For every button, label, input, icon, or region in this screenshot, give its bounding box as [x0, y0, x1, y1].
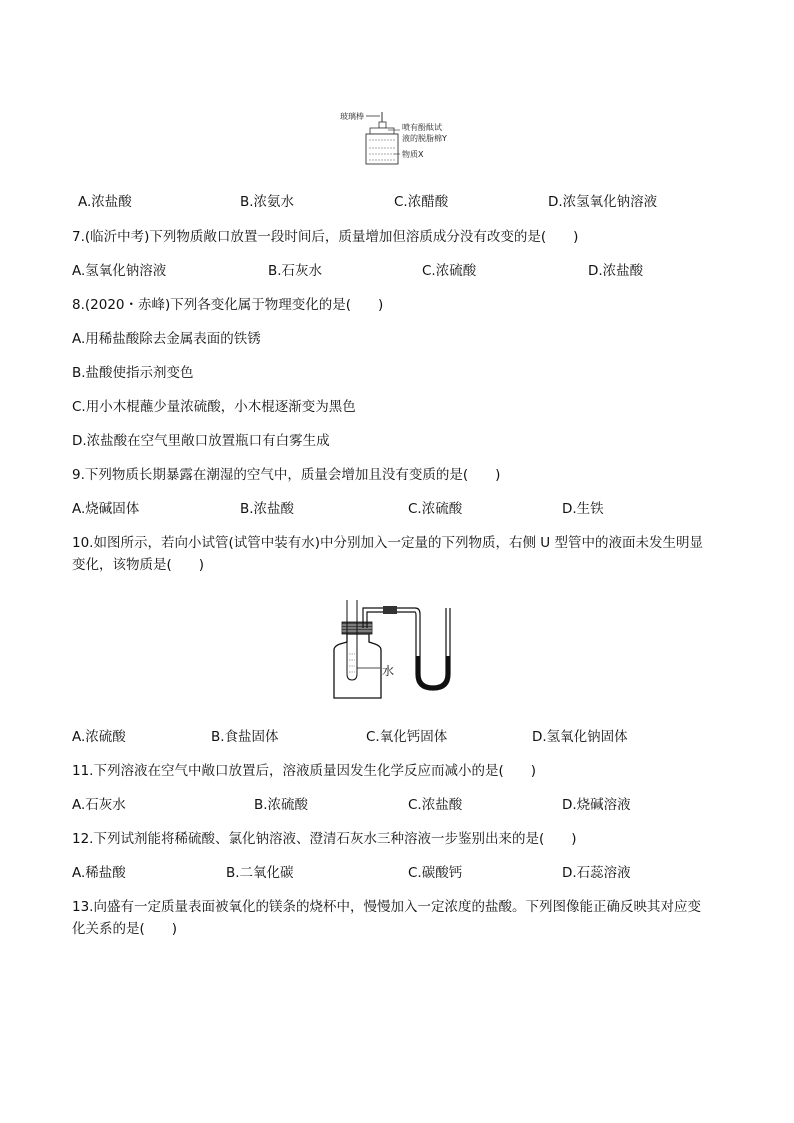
q10-stem-line1: 10.如图所示，若向小试管(试管中装有水)中分别加入一定量的下列物质，右侧 U 型管中的液面未发生明显 — [72, 535, 703, 551]
q11-option-b: B.浓硫酸 — [254, 797, 309, 813]
label-x: 物质X — [402, 150, 424, 159]
label-y-line1: 喷有酚酞试 — [402, 123, 442, 132]
q10-option-a: A.浓硫酸 — [72, 729, 126, 745]
q6-option-a: A.浓盐酸 — [78, 194, 132, 210]
q12-option-d: D.石蕊溶液 — [562, 865, 631, 881]
q7-option-b: B.石灰水 — [268, 263, 323, 279]
q13-stem-line1: 13.向盛有一定质量表面被氧化的镁条的烧杯中，慢慢加入一定浓度的盐酸。下列图像能正确反映其对应变 — [72, 899, 701, 915]
q12-option-a: A.稀盐酸 — [72, 865, 126, 881]
q9-option-a: A.烧碱固体 — [72, 501, 140, 517]
q10-stem-line2: 变化，该物质是( ) — [72, 557, 205, 573]
q7-option-d: D.浓盐酸 — [588, 263, 644, 279]
q7-stem: 7.(临沂中考)下列物质敞口放置一段时间后，质量增加但溶质成分没有改变的是( ) — [72, 229, 579, 245]
q6-option-b: B.浓氨水 — [240, 194, 295, 210]
q12-stem: 12.下列试剂能将稀硫酸、氯化钠溶液、澄清石灰水三种溶液一步鉴别出来的是( ) — [72, 831, 577, 847]
q9-option-b: B.浓盐酸 — [240, 501, 295, 517]
q10-option-b: B.食盐固体 — [211, 729, 279, 745]
q11-option-a: A.石灰水 — [72, 797, 126, 813]
q7-option-a: A.氢氧化钠溶液 — [72, 263, 167, 279]
q6-option-d: D.浓氢氧化钠溶液 — [548, 194, 658, 210]
q13-stem-line2: 化关系的是( ) — [72, 921, 178, 937]
q8-option-c: C.用小木棍蘸少量浓硫酸，小木棍逐渐变为黑色 — [72, 399, 356, 415]
q9-option-c: C.浓硫酸 — [408, 501, 463, 517]
water-label: 水 — [382, 664, 395, 678]
q8-option-a: A.用稀盐酸除去金属表面的铁锈 — [72, 331, 261, 347]
q12-option-c: C.碳酸钙 — [408, 865, 463, 881]
q11-stem: 11.下列溶液在空气中敞口放置后，溶液质量因发生化学反应而减小的是( ) — [72, 763, 537, 779]
apparatus-figure-1 — [336, 110, 466, 170]
q11-option-c: C.浓盐酸 — [408, 797, 463, 813]
q11-option-d: D.烧碱溶液 — [562, 797, 631, 813]
apparatus-figure-2 — [325, 594, 465, 704]
q7-option-c: C.浓硫酸 — [422, 263, 477, 279]
q10-option-d: D.氢氧化钠固体 — [532, 729, 628, 745]
q8-option-d: D.浓盐酸在空气里敞口放置瓶口有白雾生成 — [72, 433, 330, 449]
q9-stem: 9.下列物质长期暴露在潮湿的空气中，质量会增加且没有变质的是( ) — [72, 467, 501, 483]
q12-option-b: B.二氧化碳 — [226, 865, 294, 881]
rod-label: 玻璃棒 — [340, 112, 364, 121]
q8-option-b: B.盐酸使指示剂变色 — [72, 365, 194, 381]
q9-option-d: D.生铁 — [562, 501, 604, 517]
q6-option-c: C.浓醋酸 — [394, 194, 449, 210]
q8-stem: 8.(2020・赤峰)下列各变化属于物理变化的是( ) — [72, 297, 384, 313]
label-y-line2: 液的脱脂棉Y — [402, 134, 447, 143]
q10-option-c: C.氧化钙固体 — [366, 729, 448, 745]
